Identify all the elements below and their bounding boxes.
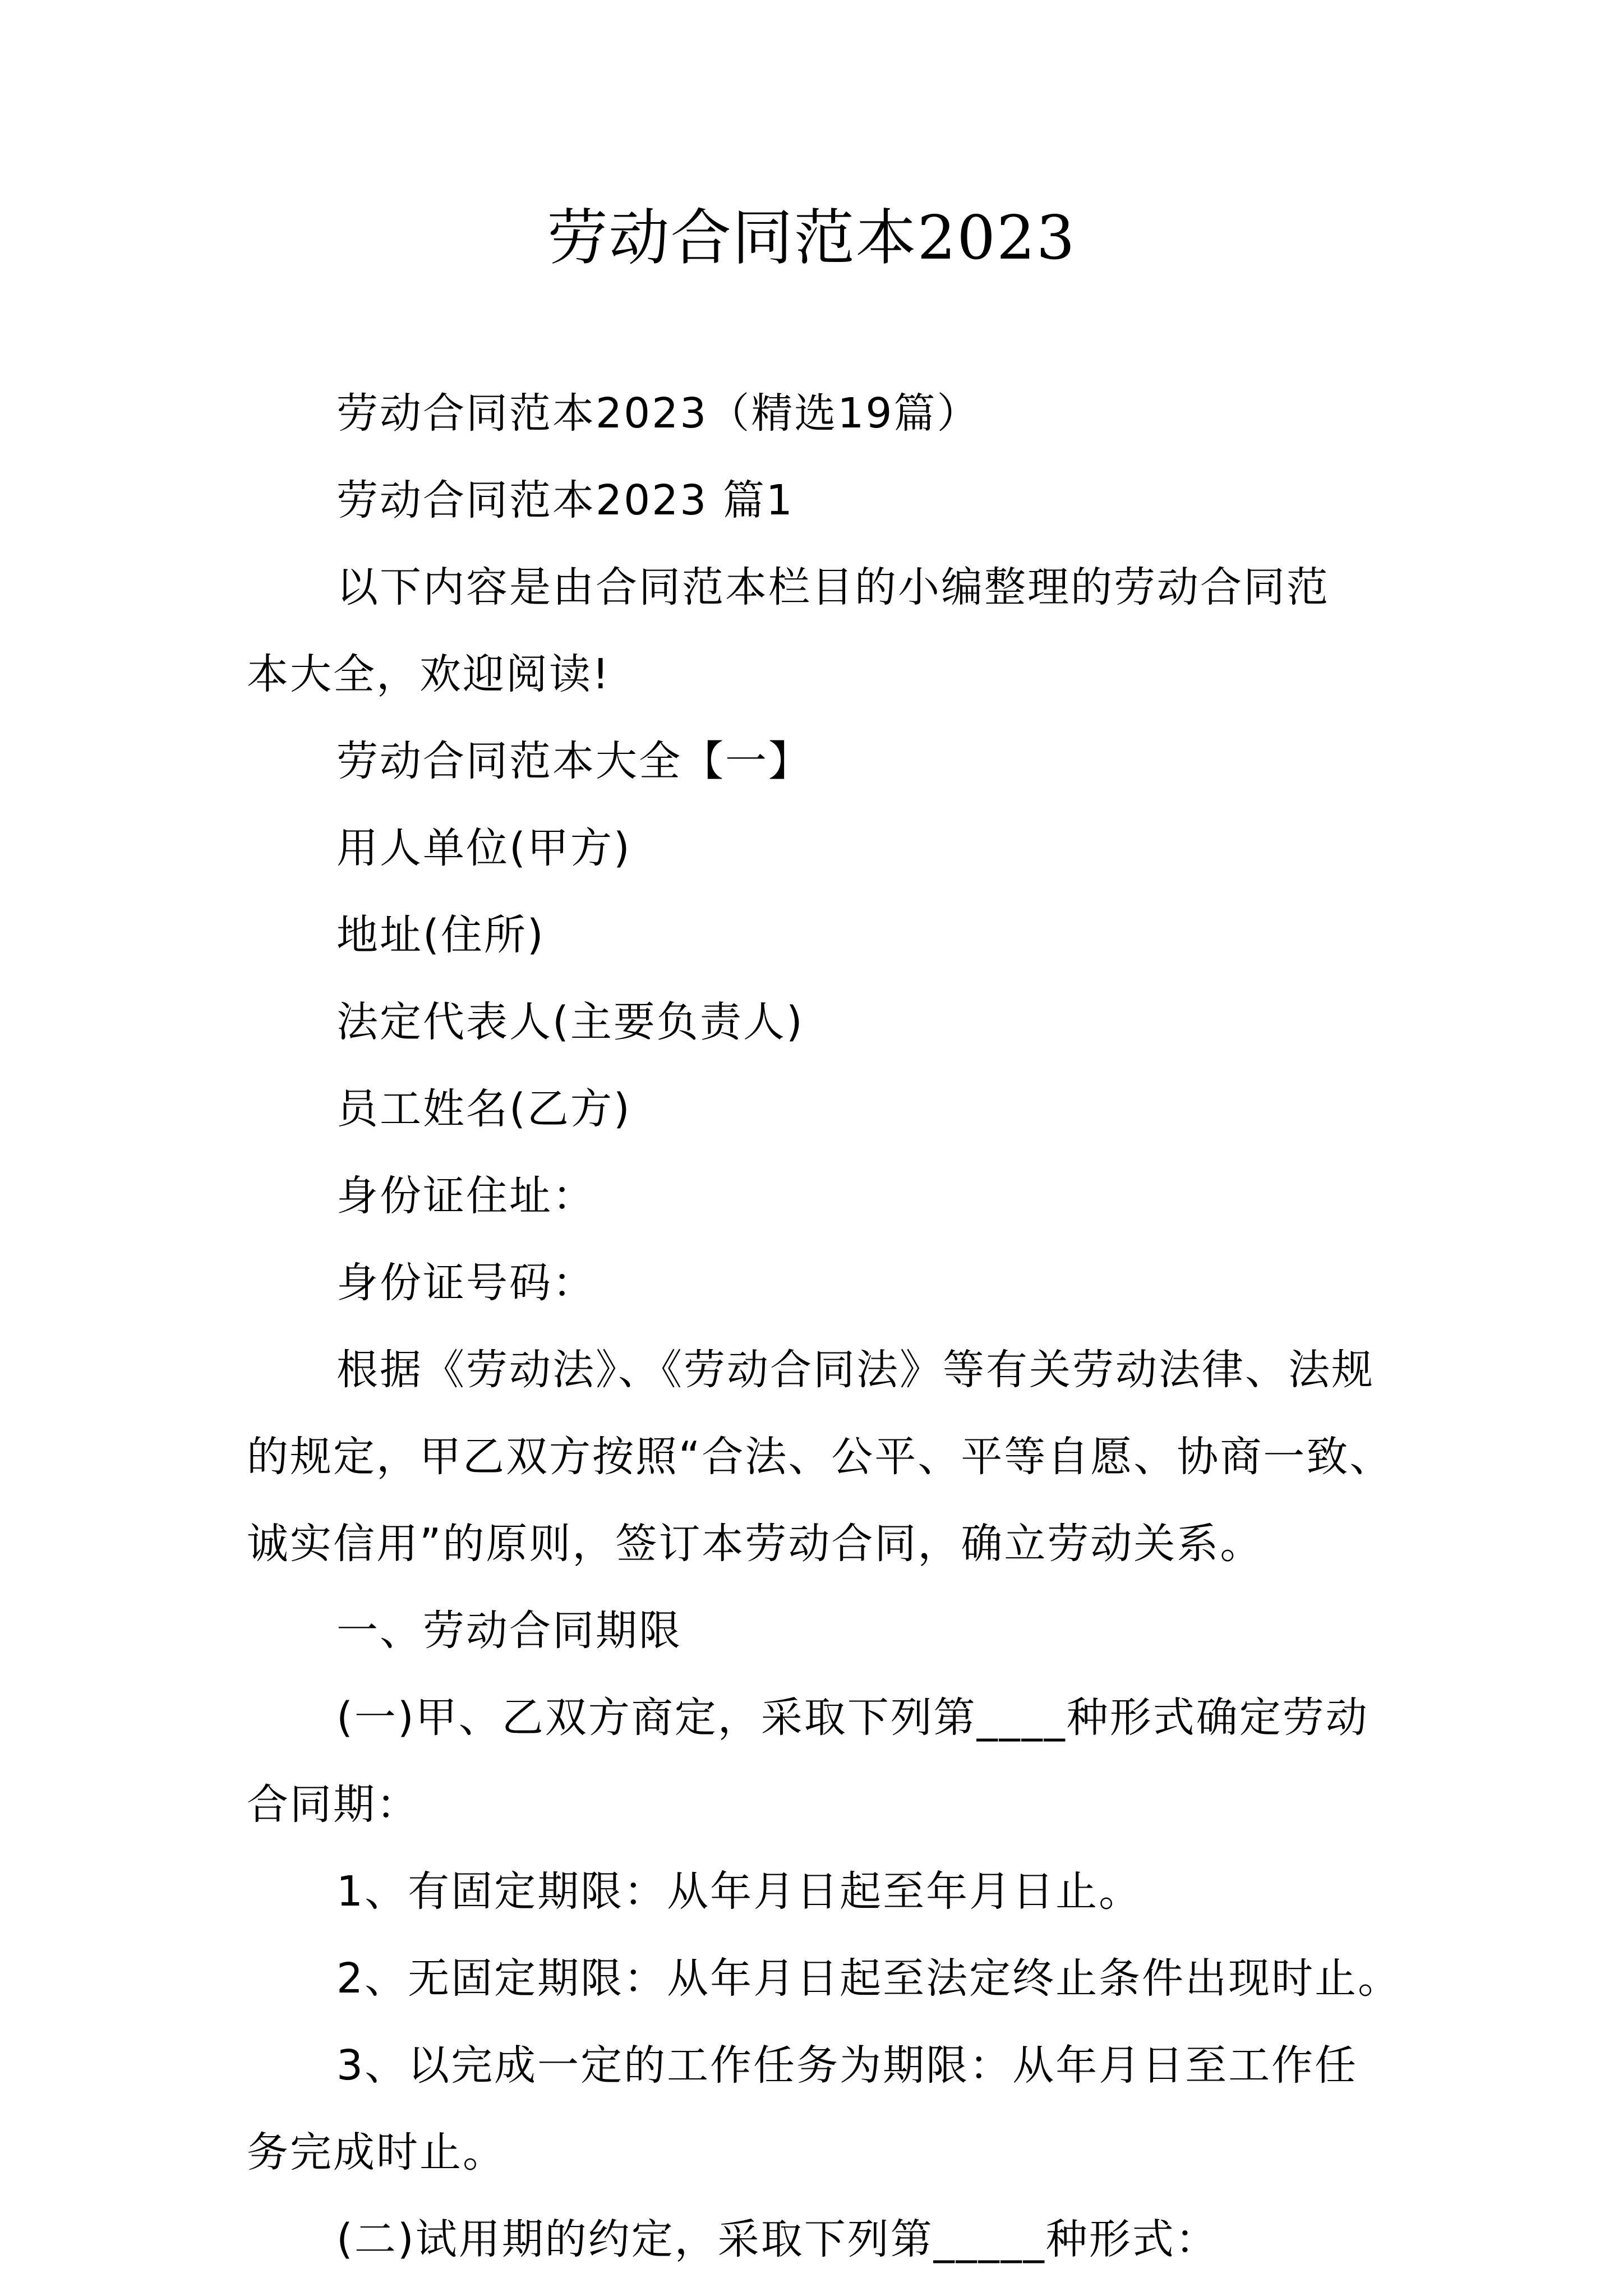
- paragraph-line: 法定代表人(主要负责人): [336, 998, 804, 1046]
- paragraph-line: 劳动合同范本大全【一】: [336, 737, 811, 785]
- paragraph-line: 诚实信用”的原则，签订本劳动合同，确立劳动关系。: [247, 1520, 1264, 1568]
- paragraph: [247, 1674, 1385, 1848]
- paragraph-line: (一)甲、乙双方商定，采取下列第____种形式确定劳动: [336, 1694, 1369, 1742]
- paragraph: [247, 1153, 1385, 1240]
- paragraph-line: 一、劳动合同期限: [336, 1607, 682, 1655]
- paragraph: [247, 2196, 1385, 2283]
- paragraph: [247, 370, 1385, 457]
- paragraph-line: 本大全，欢迎阅读!: [247, 650, 611, 698]
- paragraph-line: 身份证号码：: [336, 1259, 596, 1307]
- document-title: 劳动合同范本2023: [547, 203, 1076, 273]
- paragraph: [247, 1240, 1385, 1327]
- paragraph-line: 根据《劳动法》、《劳动合同法》等有关劳动法律、法规: [336, 1346, 1375, 1394]
- paragraph-line: 3、以完成一定的工作任务为期限：从年月日至工作任: [336, 2041, 1358, 2090]
- paragraph-line: (二)试用期的约定，采取下列第_____种形式：: [336, 2215, 1219, 2263]
- paragraph: [247, 1848, 1385, 1935]
- paragraph: [247, 979, 1385, 1066]
- paragraph-line: 地址(住所): [336, 911, 545, 959]
- paragraph: [247, 2022, 1385, 2196]
- paragraph: [247, 718, 1385, 805]
- paragraph-line: 用人单位(甲方): [336, 824, 631, 872]
- paragraph-line: 员工姓名(乙方): [336, 1085, 631, 1133]
- paragraph: [247, 805, 1385, 892]
- paragraph: [247, 1327, 1393, 1588]
- paragraph: [247, 1066, 1385, 1153]
- paragraph-line: 身份证住址：: [336, 1172, 596, 1220]
- paragraph-line: 务完成时止。: [247, 2128, 506, 2177]
- paragraph: [247, 892, 1385, 979]
- paragraph: [247, 1935, 1401, 2022]
- paragraph-line: 劳动合同范本2023 篇1: [336, 476, 794, 524]
- paragraph: [247, 457, 1385, 544]
- paragraph-line: 1、有固定期限：从年月日起至年月日止。: [336, 1867, 1142, 1916]
- paragraph: [247, 1588, 1385, 1674]
- document-body: [247, 370, 1401, 2283]
- paragraph-line: 2、无固定期限：从年月日起至法定终止条件出现时止。: [336, 1954, 1401, 2003]
- paragraph-line: 以下内容是由合同范本栏目的小编整理的劳动合同范: [336, 563, 1330, 611]
- paragraph-line: 合同期：: [247, 1780, 419, 1829]
- paragraph-line: 的规定，甲乙双方按照“合法、公平、平等自愿、协商一致、: [247, 1433, 1393, 1481]
- paragraph: [247, 544, 1385, 718]
- paragraph-line: 劳动合同范本2023（精选19篇）: [336, 389, 980, 438]
